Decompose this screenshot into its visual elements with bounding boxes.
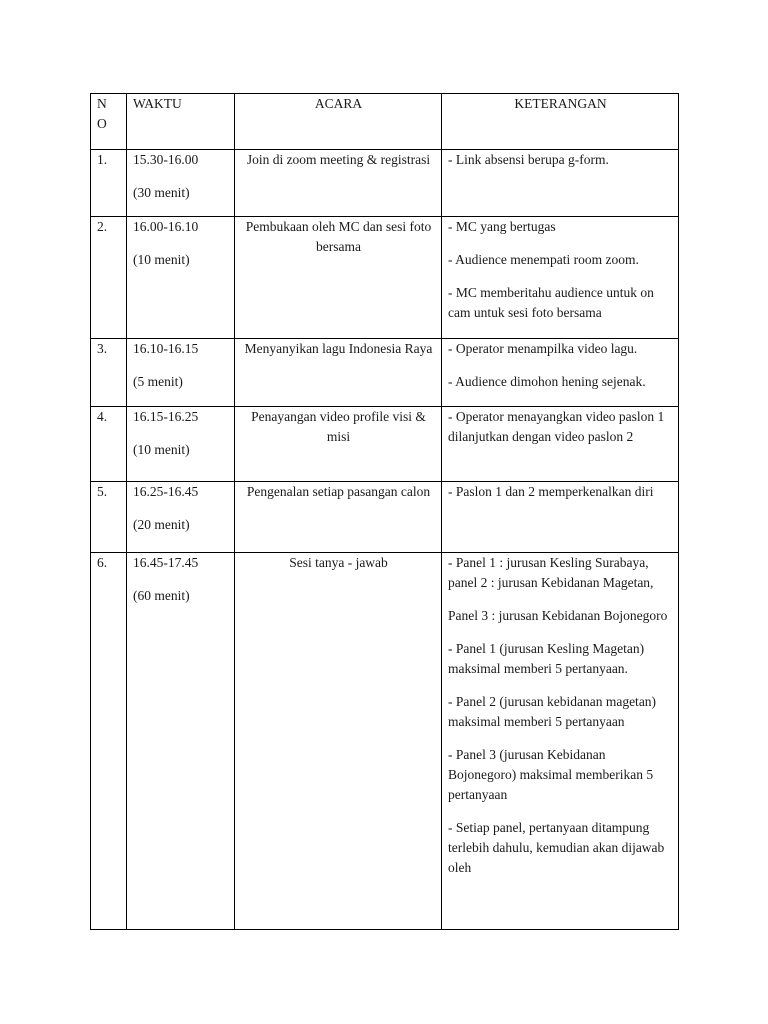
row-acara: Pembukaan oleh MC dan sesi foto bersama [235,217,442,339]
keterangan-line: - Setiap panel, pertanyaan ditampung terlebih dahulu, kemudian akan dijawab oleh [448,820,665,875]
row-time-cell [127,339,235,407]
row-number: 6. [91,553,127,930]
header-keterangan: KETERANGAN [442,94,679,150]
row-duration: (10 menit) [133,252,190,267]
keterangan-line: - Link absensi berupa g-form. [448,152,609,167]
row-number: 5. [91,482,127,553]
row-duration: (10 menit) [133,442,190,457]
row-time: 16.25-16.45 [133,484,199,499]
table-row [91,553,679,930]
keterangan-line: - Operator menayangkan video paslon 1 dilanjutkan dengan video paslon 2 [448,409,665,444]
row-keterangan-cell [442,482,679,553]
row-duration: (60 menit) [133,588,190,603]
keterangan-line: - Panel 3 (jurusan Kebidanan Bojonegoro) maksimal memberikan 5 pertanyaan [448,747,654,802]
row-duration: (30 menit) [133,185,190,200]
row-acara: Penayangan video profile visi & misi [235,407,442,482]
row-keterangan-cell [442,217,679,339]
row-time: 16.10-16.15 [133,341,199,356]
header-no-line1: N [97,96,107,111]
row-time: 16.00-16.10 [133,219,199,234]
row-keterangan-cell [442,407,679,482]
row-acara: Join di zoom meeting & registrasi [235,150,442,217]
row-number: 1. [91,150,127,217]
header-waktu: WAKTU [127,94,235,150]
keterangan-line: - Panel 1 (jurusan Kesling Magetan) maksimal memberi 5 pertanyaan. [448,641,645,676]
row-time-cell [127,217,235,339]
keterangan-line: - Panel 1 : jurusan Kesling Surabaya, panel 2 : jurusan Kebidanan Magetan, [448,555,654,590]
table-row [91,150,679,217]
keterangan-line: - Paslon 1 dan 2 memperkenalkan diri [448,484,654,499]
row-number: 3. [91,339,127,407]
schedule-table [90,93,679,930]
table-row [91,407,679,482]
row-number: 4. [91,407,127,482]
row-acara: Menyanyikan lagu Indonesia Raya [235,339,442,407]
keterangan-line: Panel 3 : jurusan Kebidanan Bojonegoro [448,608,668,623]
table-header-row [91,94,679,150]
row-time: 16.15-16.25 [133,409,199,424]
keterangan-line: - Audience menempati room zoom. [448,252,639,267]
row-time-cell [127,482,235,553]
row-time: 16.45-17.45 [133,555,199,570]
table-row [91,217,679,339]
keterangan-line: - MC memberitahu audience untuk on cam untuk sesi foto bersama [448,285,654,320]
row-acara: Pengenalan setiap pasangan calon [235,482,442,553]
table-row [91,482,679,553]
row-time-cell [127,407,235,482]
row-time-cell [127,553,235,930]
header-no [91,94,127,150]
row-keterangan-cell [442,339,679,407]
keterangan-line: - MC yang bertugas [448,219,556,234]
row-keterangan-cell [442,150,679,217]
row-time: 15.30-16.00 [133,152,199,167]
row-number: 2. [91,217,127,339]
row-duration: (20 menit) [133,517,190,532]
row-duration: (5 menit) [133,374,183,389]
header-acara: ACARA [235,94,442,150]
keterangan-line: - Panel 2 (jurusan kebidanan magetan) maksimal memberi 5 pertanyaan [448,694,657,729]
row-time-cell [127,150,235,217]
keterangan-line: - Audience dimohon hening sejenak. [448,374,646,389]
row-keterangan-cell [442,553,679,930]
table-row [91,339,679,407]
header-no-line2: O [97,116,107,131]
row-acara: Sesi tanya - jawab [235,553,442,930]
keterangan-line: - Operator menampilka video lagu. [448,341,638,356]
